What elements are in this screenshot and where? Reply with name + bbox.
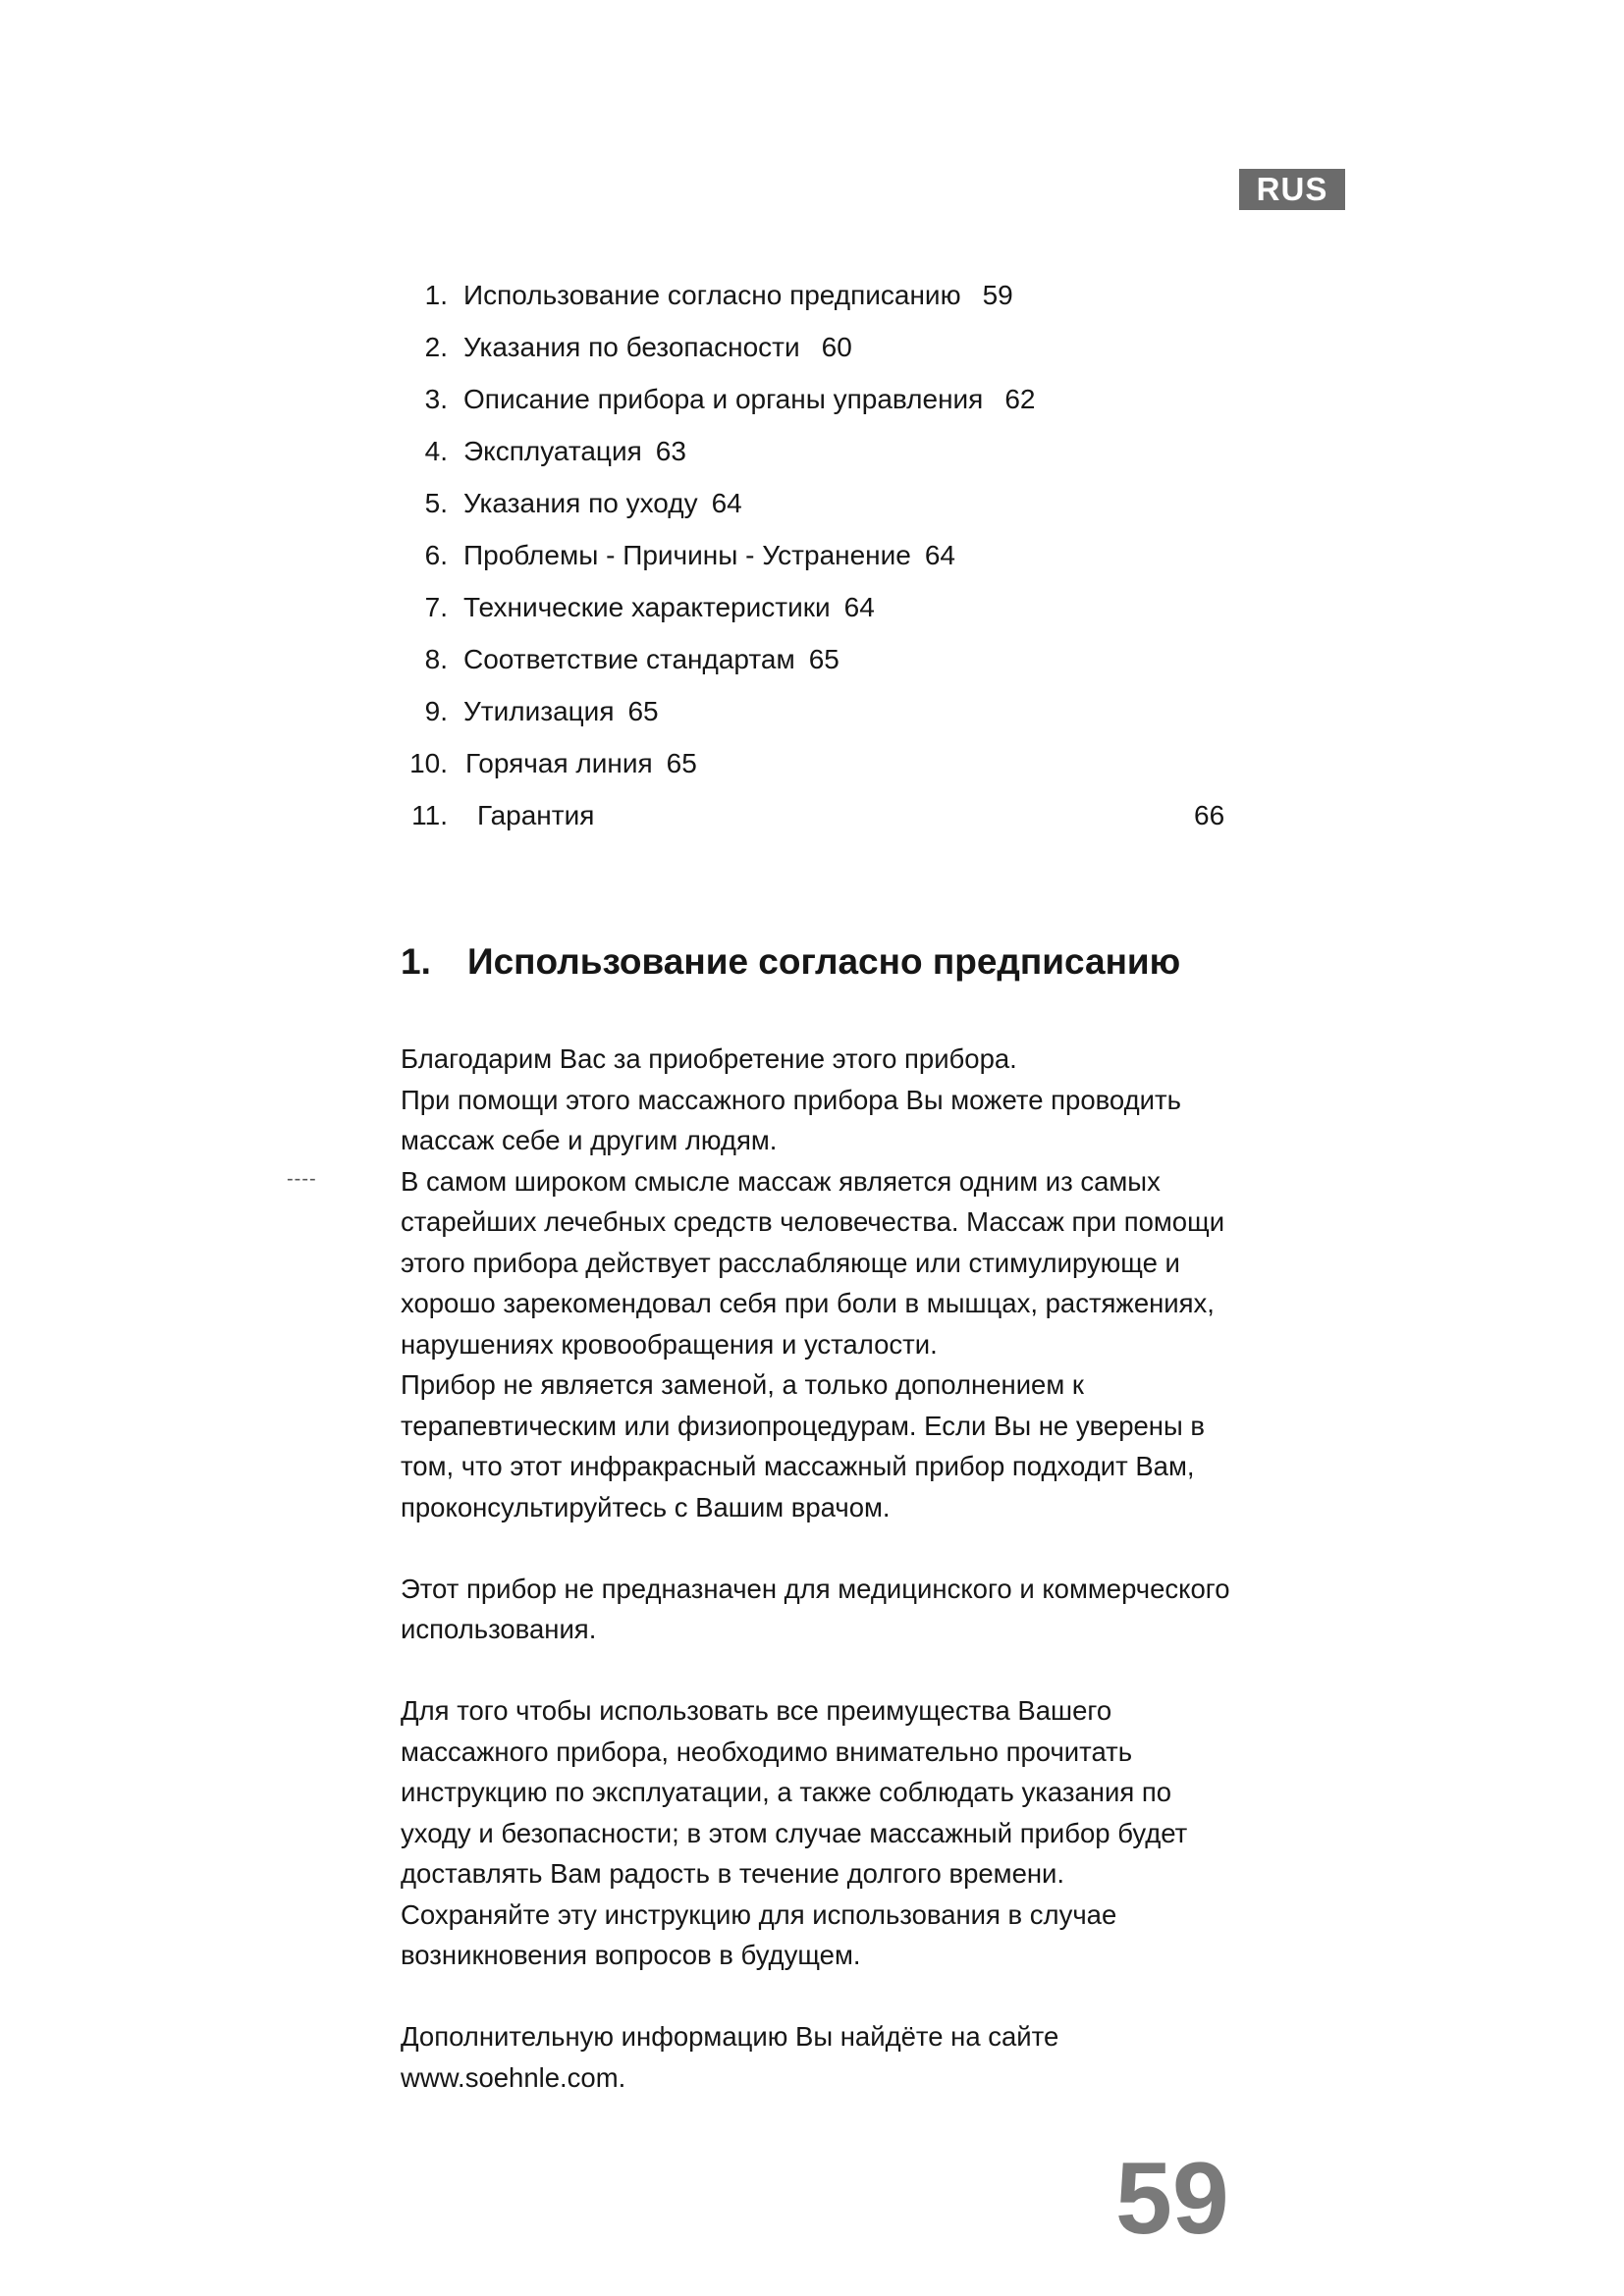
page-number: 59 [1115,2142,1229,2256]
toc-item-page: 66 [1194,800,1225,830]
toc-item-number: 2. [424,332,448,362]
toc-item [398,746,697,781]
margin-mark: ---- [287,1168,317,1190]
section-heading [401,940,1180,984]
section-title: Использование согласно предписанию [467,941,1181,982]
paragraph: Этот прибор не предназначен для медицинского и коммерческого использования. [401,1573,1230,1644]
paragraph: Для того чтобы использовать все преимущества Вашего массажного прибора, необходимо внимательно прочитать инструкцию по эксплуатации, а также соблюдать указания по уходу и безопасности; в этом случае массажный прибор будет доставлять Вам радость в течение долгого времени. [401,1695,1188,1889]
toc-item [405,798,594,833]
paragraph: Прибор не является заменой, а только дополнением к терапевтическим или физиопроцедурам. Если Вы не уверены в том, что этот инфракрасный массажный прибор подходит Вам, проконсультируйтесь с Вашим врачом. [401,1369,1205,1522]
toc-item-title: Соответствие стандартам [463,644,795,674]
paragraph: В самом широком смысле массаж является одним из самых старейших лечебных средств человечества. Массаж при помощи этого прибора действует расслабляюще или стимулирующе и хорошо зарекомендовал себя при боли в мышцах, растяжениях, нарушениях кровообращения и усталости. [401,1165,1225,1360]
toc-item-title: Использование согласно предписанию [463,280,961,310]
toc-item-title: Указания по безопасности [463,332,800,362]
toc-item-title: Технические характеристики [463,592,831,622]
toc-item-page: 65 [627,696,659,726]
toc-item-title: Описание прибора и органы управления [463,384,984,414]
toc-item-number: 6. [424,540,448,570]
toc-item-number: 11. [411,800,448,830]
paragraph: При помощи этого массажного прибора Вы можете проводить массаж себе и другим людям. [401,1084,1181,1155]
toc-item-number: 3. [424,384,448,414]
toc-item-title: Указания по уходу [463,488,698,518]
toc-item-title: Проблемы - Причины - Устранение [463,540,911,570]
toc-item [405,694,659,729]
toc-item-number: 5. [424,488,448,518]
toc-item-page: 65 [666,748,697,778]
paragraph: Дополнительную информацию Вы найдёте на сайте www.soehnle.com. [401,2021,1059,2093]
toc-item [405,642,839,677]
toc-item-number: 9. [424,696,448,726]
toc-item-page: 62 [1004,384,1036,414]
toc-item-page: 64 [711,488,742,518]
toc-item [405,278,1013,313]
language-badge: RUS [1239,169,1345,210]
toc-item [405,486,742,521]
toc-item [405,434,686,469]
toc-item-title: Гарантия [477,800,595,830]
toc-item-page: 63 [655,436,686,466]
toc-item-number: 4. [424,436,448,466]
toc-item-number: 8. [424,644,448,674]
toc-item [405,590,875,625]
toc-item-page: 59 [982,280,1013,310]
toc-item-number: 7. [424,592,448,622]
paragraph: Благодарим Вас за приобретение этого прибора. [401,1043,1017,1074]
toc-item-title: Эксплуатация [463,436,642,466]
paragraph: Сохраняйте эту инструкцию для использования в случае возникновения вопросов в будущем. [401,1898,1117,1970]
toc-item-page: 64 [843,592,875,622]
toc-item-number: 1. [424,280,448,310]
toc-item [405,382,1036,417]
toc-item [405,538,955,573]
toc-item [405,330,852,365]
toc-item-page: 60 [821,332,852,362]
body-text [401,1039,1245,2098]
toc-item-page: 65 [808,644,839,674]
toc-item-title: Утилизация [463,696,615,726]
toc-item-title: Горячая линия [465,748,653,778]
section-number: 1. [401,941,431,982]
toc-item-page: 64 [924,540,956,570]
toc-item-page-right [1194,798,1224,833]
toc-item-number: 10. [409,748,448,778]
